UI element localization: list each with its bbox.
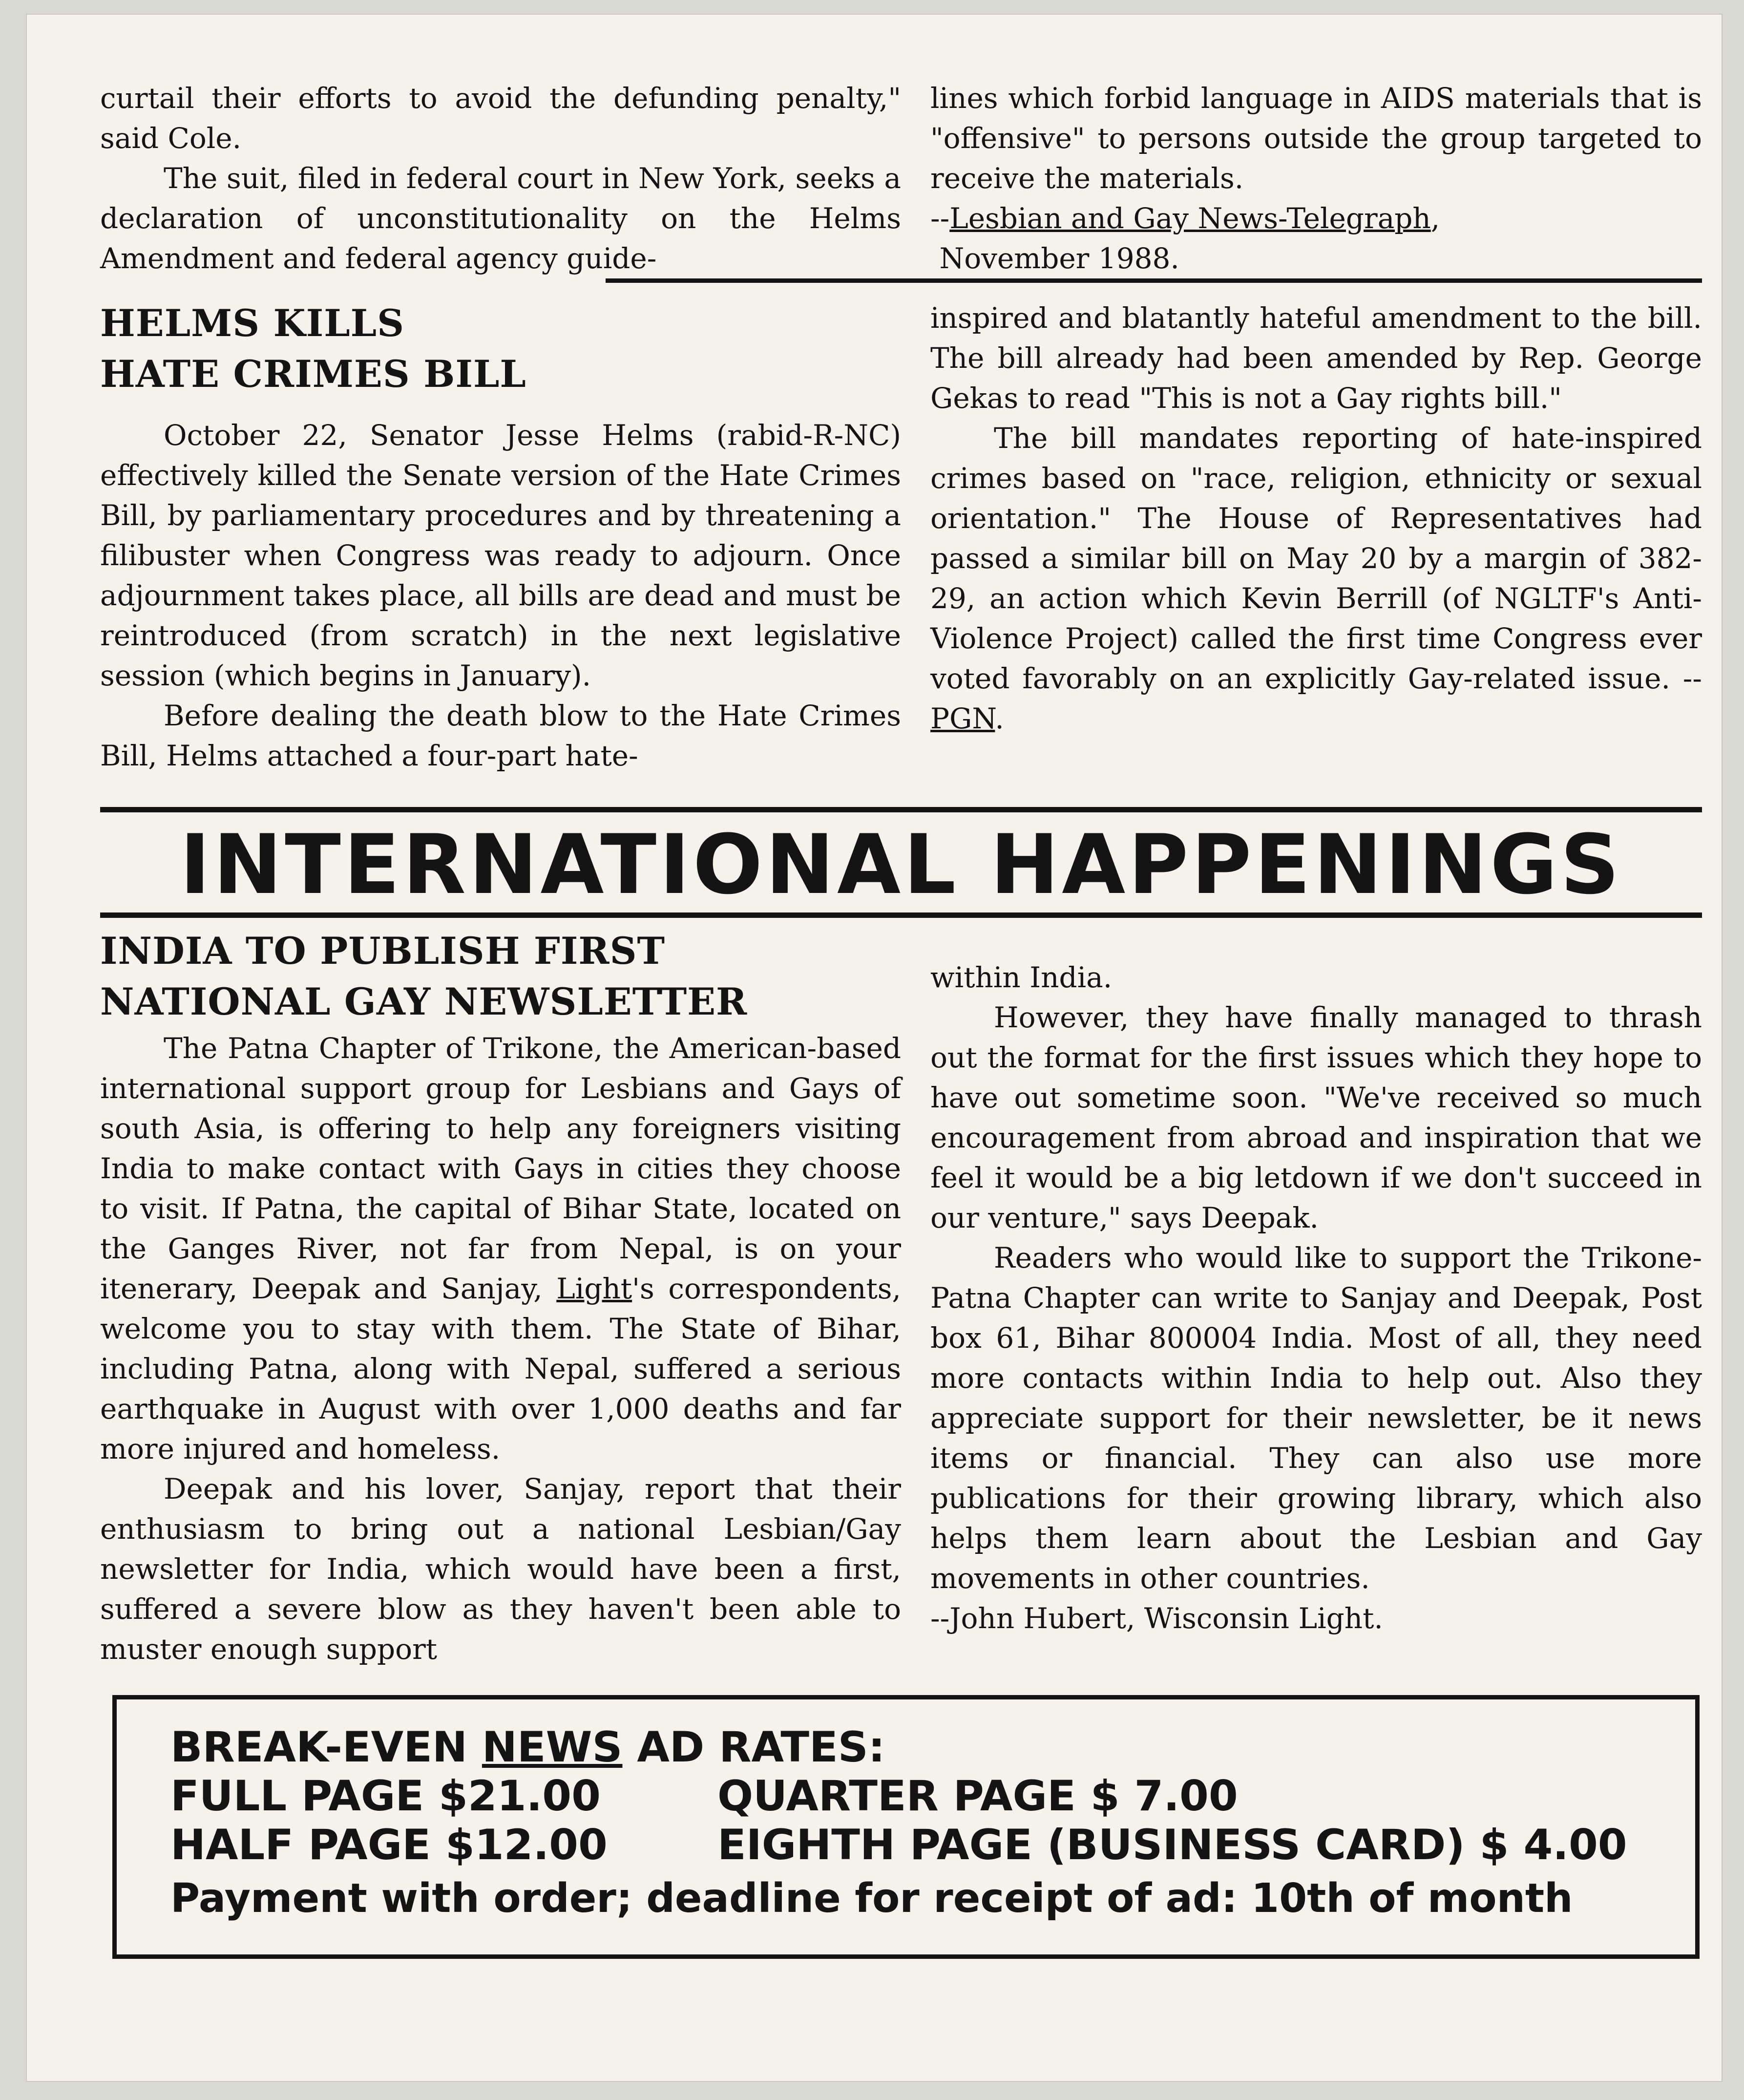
ad-rate-half-page: HALF PAGE $12.00 [170,1821,608,1869]
banner-rule-bottom [100,912,1702,918]
india-headline-line2: NATIONAL GAY NEWSLETTER [100,980,748,1023]
hate-crimes-headline-line2: HATE CRIMES BILL [100,352,526,396]
ad-title-news: NEWS [482,1723,623,1772]
hate-crimes-credit: PGN [930,702,995,735]
funding-para-guidelines: lines which forbid language in AIDS materials that is "offensive" to persons outside the group targeted to receive the materials. [930,82,1702,195]
india-credit: --John Hubert, Wisconsin Light. [930,1602,1383,1635]
india-para-1 [100,1028,901,1469]
india-para-2: Deepak and his lover, Sanjay, report that their enthusiasm to bring out a national Lesbian/Gay newsletter for India, which would have been a first, suffered a severe blow as they haven't been able to muster enough support [100,1472,901,1666]
hate-crimes-headline-line1: HELMS KILLS [100,301,405,345]
hate-crimes-headline [100,298,901,400]
banner-rule-top [100,807,1702,812]
funding-credit: --Lesbian and Gay News-Telegraph, November 1988. [930,202,1440,275]
ad-payment-note: Payment with order; deadline for receipt of ad: 10th of month [170,1875,1573,1922]
ad-rate-eighth-page: EIGHTH PAGE (BUSINESS CARD) $ 4.00 [717,1821,1627,1869]
funding-credit-date: November 1988. [939,242,1179,275]
india-right-column [930,957,1702,1638]
funding-credit-source: Lesbian and Gay News-Telegraph [949,202,1431,235]
india-para-5: Readers who would like to support the Trikone-Patna Chapter can write to Sanjay and Deepak, Post box 61, Bihar 800004 India. Most of all, they need more contacts within India to help out. Also they appreciate support for their newsletter, be it news items or financial. They can also use more publications for their growing library, which also helps them learn about the Lesbian and Gay movements in other countries. [930,1241,1702,1595]
india-para-1-b: 's correspondents, welcome you to stay with them. The State of Bihar, including Patna, along with Nepal, suffered a serious earthquake in August with over 1,000 deaths and far more injured and homeless. [100,1272,901,1465]
hate-crimes-left-column [100,415,901,776]
hate-crimes-para-1: October 22, Senator Jesse Helms (rabid-R-NC) effectively killed the Senate version of the Hate Crimes Bill, by parliamentary procedures and by threatening a filibuster when Congress was ready to adjourn. Once adjournment takes place, all bills are dead and must be reintroduced (from scratch) in the next legislative session (which begins in January). [100,419,901,692]
section-banner: INTERNATIONAL HAPPENINGS [180,817,1622,912]
india-para-4: However, they have finally managed to thrash out the format for the first issues which they hope to have out sometime soon. "We've received so much encouragement from abroad and inspiration that we feel it would be a big letdown if we don't succeed in our venture," says Deepak. [930,1001,1702,1234]
funding-para-suit: The suit, filed in federal court in New York, seeks a declaration of unconstitutionality on the Helms Amendment and federal agency guide- [100,162,901,275]
ad-rate-quarter-page: QUARTER PAGE $ 7.00 [717,1772,1238,1821]
hate-crimes-para-2: Before dealing the death blow to the Hate Crimes Bill, Helms attached a four-part hate- [100,699,901,772]
ad-rates-box [112,1695,1700,1959]
hate-crimes-right-column [930,298,1702,739]
india-para-3: within India. [930,961,1113,994]
funding-article-right [930,78,1702,278]
india-headline-line1: INDIA TO PUBLISH FIRST [100,929,666,973]
hate-crimes-para-4-text: The bill mandates reporting of hate-inspired crimes based on "race, religion, ethnicity or sexual orientation." The House of Representatives had passed a similar bill on May 20 by a margin of 382-29, an action which Kevin Berrill (of NGLTF's Anti-Violence Project) called the first time Congress ever voted favorably on an explicitly Gay-related issue. [930,422,1702,695]
india-para-1-a: The Patna Chapter of Trikone, the American-based international support group for Lesbians and Gays of south Asia, is offering to help any foreigners visiting India to make contact with Gays in cities they choose to visit. If Patna, the capital of Bihar State, located on the Ganges River, not far from Nepal, is on your itenerary, Deepak and Sanjay, [100,1032,901,1305]
hate-crimes-para-4: The bill mandates reporting of hate-inspired crimes based on "race, religion, ethnicity or sexual orientation." The House of Representatives had passed a similar bill on May 20 by a margin of 382-29, an action which Kevin Berrill (of NGLTF's Anti-Violence Project) called the first time Congress ever voted favorably on an explicitly Gay-related issue. --PGN. [930,422,1702,735]
hate-crimes-para-3: inspired and blatantly hateful amendment to the bill. The bill already had been amended by Rep. George Gekas to read "This is not a Gay rights bill." [930,301,1702,415]
newsletter-page [27,15,1722,2081]
ad-rates-title [170,1724,885,1771]
funding-para-end: curtail their efforts to avoid the defunding penalty," said Cole. [100,82,901,155]
ad-title-suffix: AD RATES: [622,1723,885,1772]
india-light-title: Light [556,1272,632,1305]
funding-article-left [100,78,901,278]
ad-rate-full-page: FULL PAGE $21.00 [170,1772,601,1821]
india-headline [100,926,901,1027]
ad-title-prefix: BREAK-EVEN [170,1723,482,1772]
section-rule-top [606,278,1702,283]
india-left-column [100,1028,901,1669]
